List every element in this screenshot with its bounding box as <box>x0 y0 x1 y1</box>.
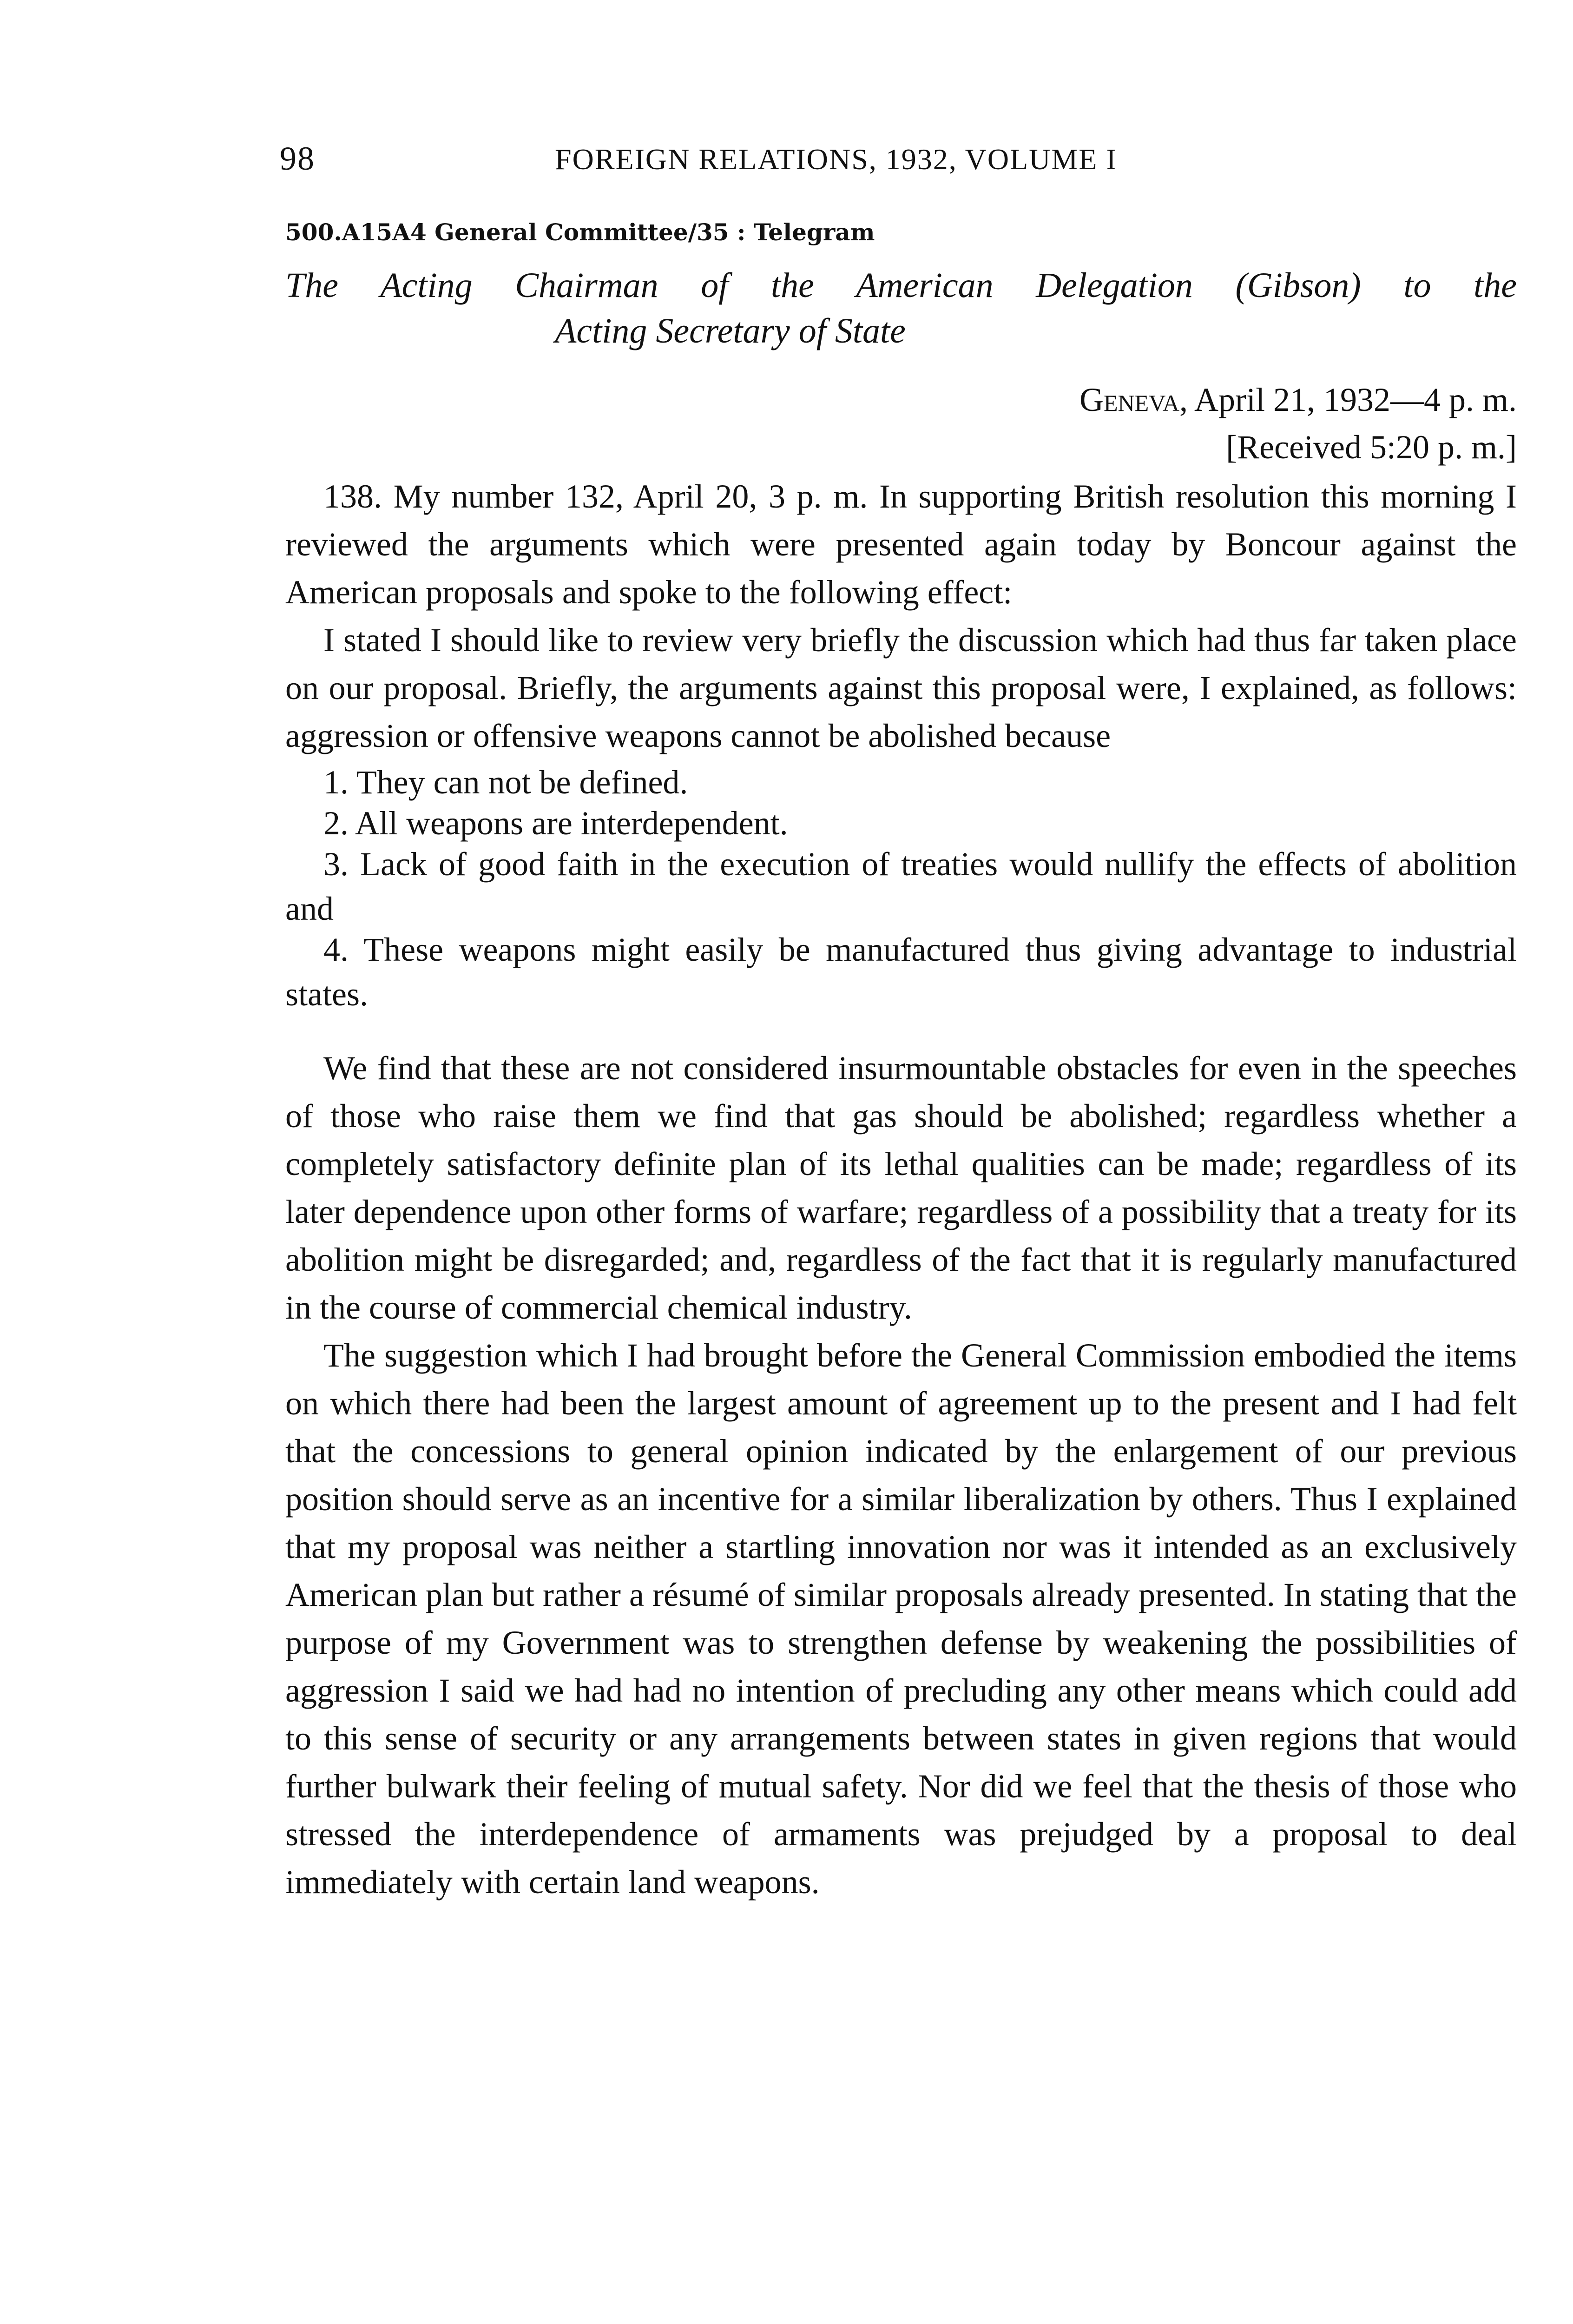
dateline-place: Geneva, <box>1079 381 1188 418</box>
document-heading <box>285 263 1517 354</box>
list-item: 1. They can not be defined. <box>323 764 688 801</box>
list-item: 3. Lack of good faith in the execution of treaties would nullify the effects of abolition and <box>285 845 1517 927</box>
file-reference: 500.A15A4 General Committee/35 : Telegram <box>285 218 875 246</box>
document-page <box>280 139 1517 1906</box>
heading-line-1: The Acting Chairman of the American Delegation (Gibson) to the <box>285 266 1517 305</box>
section-gap <box>285 1017 1517 1044</box>
running-title: FOREIGN RELATIONS, 1932, VOLUME I <box>555 143 1117 176</box>
list-item: 4. These weapons might easily be manufactured thus giving advantage to industrial states. <box>285 931 1517 1013</box>
telegram-body <box>285 473 1517 1906</box>
running-header <box>280 139 1517 186</box>
received-note: [Received 5:20 p. m.] <box>1226 429 1517 466</box>
dateline <box>285 376 1517 471</box>
dateline-date: April 21, 1932—4 p. m. <box>1194 381 1517 418</box>
page-number: 98 <box>280 140 315 177</box>
argument-list <box>285 760 1517 1017</box>
list-item: 2. All weapons are interdependent. <box>323 805 788 842</box>
dateline-main <box>285 376 1517 423</box>
paragraph: We find that these are not considered insurmountable obstacles for even in the speeches of those who raise them we find that gas should be abolished; regardless whether a completely satisfactory definite plan of its lethal qualities can be made; regardless of its later dependence upon other forms of warfare; regardless of a possibility that a treaty for its abolition might be disregarded; and, regardless of the fact that it is regularly manufactured in the course of commercial chemical industry. <box>285 1050 1517 1326</box>
paragraph: The suggestion which I had brought before the General Commission embodied the items on which there had been the largest amount of agreement up to the present and I had felt that the concessions to general opinion indicated by the enlargement of our previous position should serve as an incentive for a similar liberalization by others. Thus I explained that my proposal was neither a startling innovation nor was it intended as an exclusively American plan but rather a résumé of similar proposals already presented. In stating that the purpose of my Government was to strengthen defense by weakening the possibilities of aggression I said we had had no intention of precluding any other means which could add to this sense of security or any arrangements between states in given regions that would further bulwark their feeling of mutual safety. Nor did we feel that the thesis of those who stressed the interdependence of armaments was prejudged by a proposal to deal immediately with certain land weapons. <box>285 1337 1517 1901</box>
paragraph: I stated I should like to review very briefly the discussion which had thus far taken place on our proposal. Briefly, the arguments against this proposal were, I explained, as follows: aggression or offensive weapons cannot be abolished because <box>285 621 1517 754</box>
paragraph: 138. My number 132, April 20, 3 p. m. In supporting British resolution this morning I reviewed the arguments which were presented again today by Boncour against the American proposals and spoke to the following effect: <box>285 478 1517 611</box>
heading-line-2: Acting Secretary of State <box>555 311 906 350</box>
